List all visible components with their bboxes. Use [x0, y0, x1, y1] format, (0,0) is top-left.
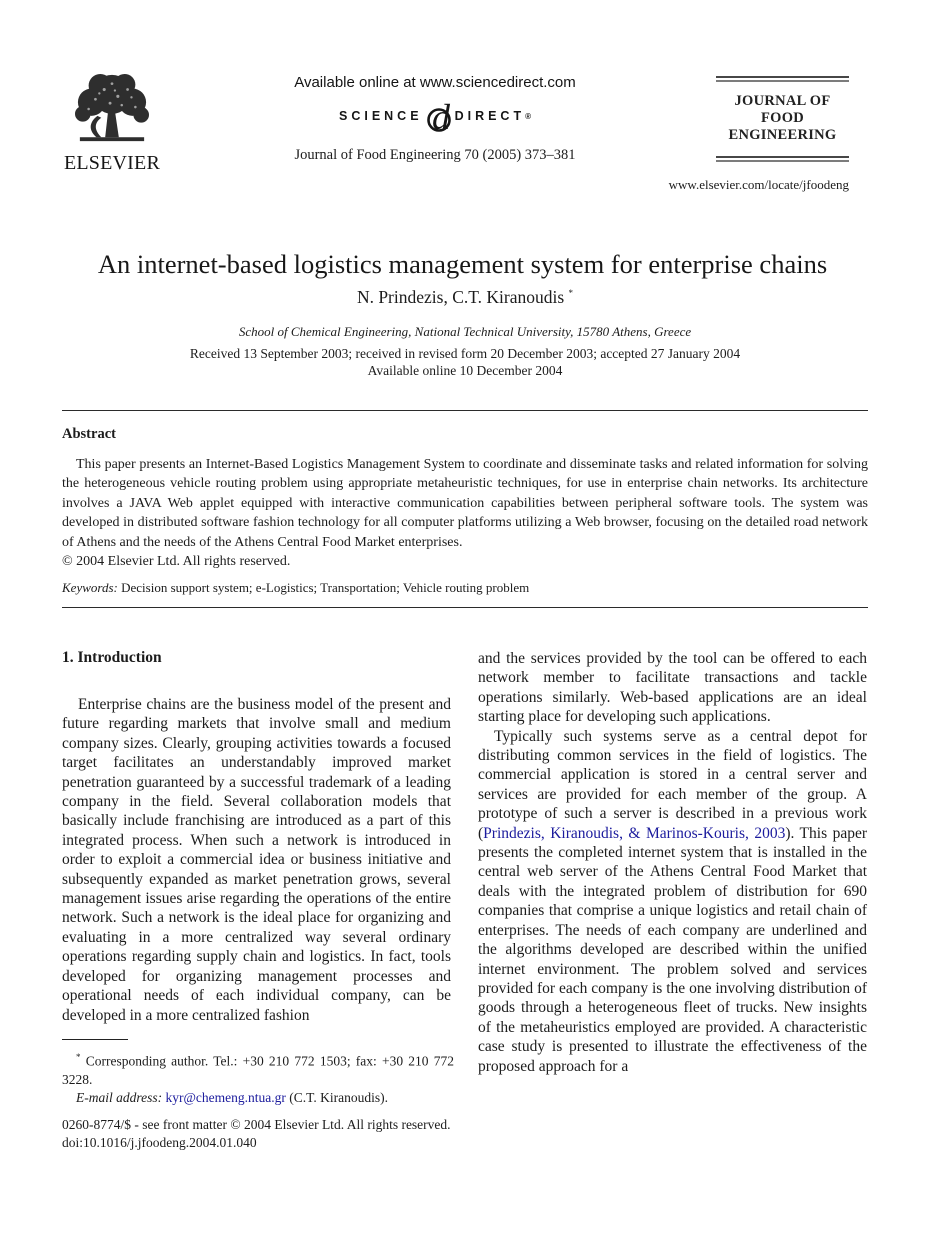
available-online-text: Available online at www.sciencedirect.com: [294, 74, 576, 91]
keywords-line: [62, 580, 868, 596]
elsevier-tree-icon: [66, 72, 158, 146]
sciencedirect-logo: [245, 97, 625, 135]
section-heading-introduction: 1. Introduction: [62, 649, 162, 666]
intro-paragraph-right-2: Typically such systems serve as a central depot for distributing common services in the field of logistics. The commercial application is stored in a central server and services are provided for each member of the group. A prototype of such a server is described in a previous work (Prindezis, Kiranoudis, & Marinos-Kouris, 2003). This paper presents the completed internet system that is installed in the central web server of the Athens Central Food Market that deals with the integrated problem of distribution for 690 companies that comprise a unique logistics and retail chain of enterprises. The needs of each company are underlined and the algorithms developed are described within the unified internet environment. The problem solved and services provided for each company is the one involving distribution of goods through a heterogeneous fleet of trucks. New insights of the metaheuristics employed are provided. A characteristic case study is presented to illustrate the effectiveness of the proposed approach for a: [478, 727, 868, 1075]
email-line: [62, 1089, 454, 1107]
right-column: [478, 649, 867, 1076]
footnote-block: [62, 1039, 454, 1107]
abstract-heading: Abstract: [62, 426, 116, 442]
issn-line: 0260-8774/$ - see front matter © 2004 Elsevier Ltd. All rights reserved.: [62, 1117, 451, 1132]
elsevier-logo: [62, 72, 162, 175]
footer-block: [62, 1116, 482, 1151]
abstract-body: [62, 455, 868, 571]
authors: N. Prindezis, C.T. Kiranoudis *: [356, 287, 574, 307]
registered-mark: ®: [525, 111, 531, 121]
footnote-rule: [62, 1039, 128, 1040]
journal-citation: Journal of Food Engineering 70 (2005) 373–381: [294, 147, 576, 163]
footnote-marker: *: [76, 1052, 81, 1062]
intro-paragraph-right-1: and the services provided by the tool can be offered to each network member to facilitate transactions and tackle operations similarly. Web-based applications are an ideal starting place for developing such applications.: [478, 650, 867, 726]
journal-name: JOURNAL OF FOOD ENGINEERING: [728, 93, 837, 143]
dates-block: [62, 346, 868, 379]
journal-url: www.elsevier.com/locate/jfoodeng: [668, 177, 849, 192]
email-suffix: (C.T. Kiranoudis).: [285, 1089, 389, 1105]
sciencedirect-d-icon: [423, 97, 455, 135]
keywords-label: Keywords:: [62, 580, 118, 595]
email-link[interactable]: kyr@chemeng.ntua.gr: [165, 1089, 286, 1105]
direct-word: DIRECT: [454, 109, 526, 123]
journal-box-bottom-rule: [716, 156, 849, 162]
keywords-bottom-rule: [62, 607, 868, 608]
copyright-line: © 2004 Elsevier Ltd. All rights reserved.: [62, 554, 291, 570]
science-word: SCIENCE: [338, 109, 423, 123]
abstract-text: This paper presents an Internet-Based Logistics Management System to coordinate and disseminate tasks and related information for solving the heterogeneous vehicle routing problem using appropriate metaheuristic techniques, for use in enterprise chain networks. Its architecture involves a JAVA Web applet equipped with interactive communication capabilities between peripheral software tools. The system was developed in distributed software fashion technology for all computer platforms utilizing a Web browser, focusing on the detailed road network of Athens and the needs of the Athens Central Food Market enterprises.: [62, 457, 868, 550]
abstract-top-rule: [62, 410, 868, 411]
intro-paragraph-left: Enterprise chains are the business model of the present and future regarding markets that involve small and medium company sizes. Clearly, grouping activities towards a focused target facilitates an understandably improved market penetration guaranteed by a successful trademark of a leading company in the field. Several collaboration models that basically include franchising are introduced as a part of this integrated process. When such a network is introduced in order to exploit a commercial idea or business initiative and subsequently expanded as market penetration grows, several management issues arise regarding the operations of the entire network. Such a network is the ideal place for organizing and evaluating in a more centralized way several ordinary operations regarding supply chain and logistics. In fact, tools developed for organizing management processes and operational needs of each individual company, can be developed in a more centralized fashion: [62, 696, 451, 1024]
keywords-text: Decision support system; e-Logistics; Transportation; Vehicle routing problem: [121, 580, 530, 595]
corresponding-author-note: * Corresponding author. Tel.: +30 210 772 1503; fax: +30 210 772 3228.: [62, 1052, 454, 1087]
available-online-date: Available online 10 December 2004: [367, 362, 563, 378]
journal-name-box: [716, 76, 849, 162]
left-column: [62, 649, 451, 1025]
affiliation: School of Chemical Engineering, National Technical University, 15780 Athens, Greece: [238, 324, 692, 339]
author-asterisk: *: [568, 288, 574, 299]
doi-line: doi:10.1016/j.jfoodeng.2004.01.040: [62, 1134, 257, 1150]
svg-text:d: d: [431, 97, 450, 135]
elsevier-wordmark: ELSEVIER: [63, 152, 161, 174]
email-label: E-mail address:: [76, 1089, 163, 1105]
citation-link[interactable]: Prindezis, Kiranoudis, & Marinos-Kouris, 2003: [483, 824, 786, 842]
header-center: [245, 74, 625, 164]
paper-title: An internet-based logistics management system for enterprise chains: [97, 248, 828, 279]
received-dates: Received 13 September 2003; received in revised form 20 December 2003; accepted 27 January 2004: [189, 346, 741, 361]
